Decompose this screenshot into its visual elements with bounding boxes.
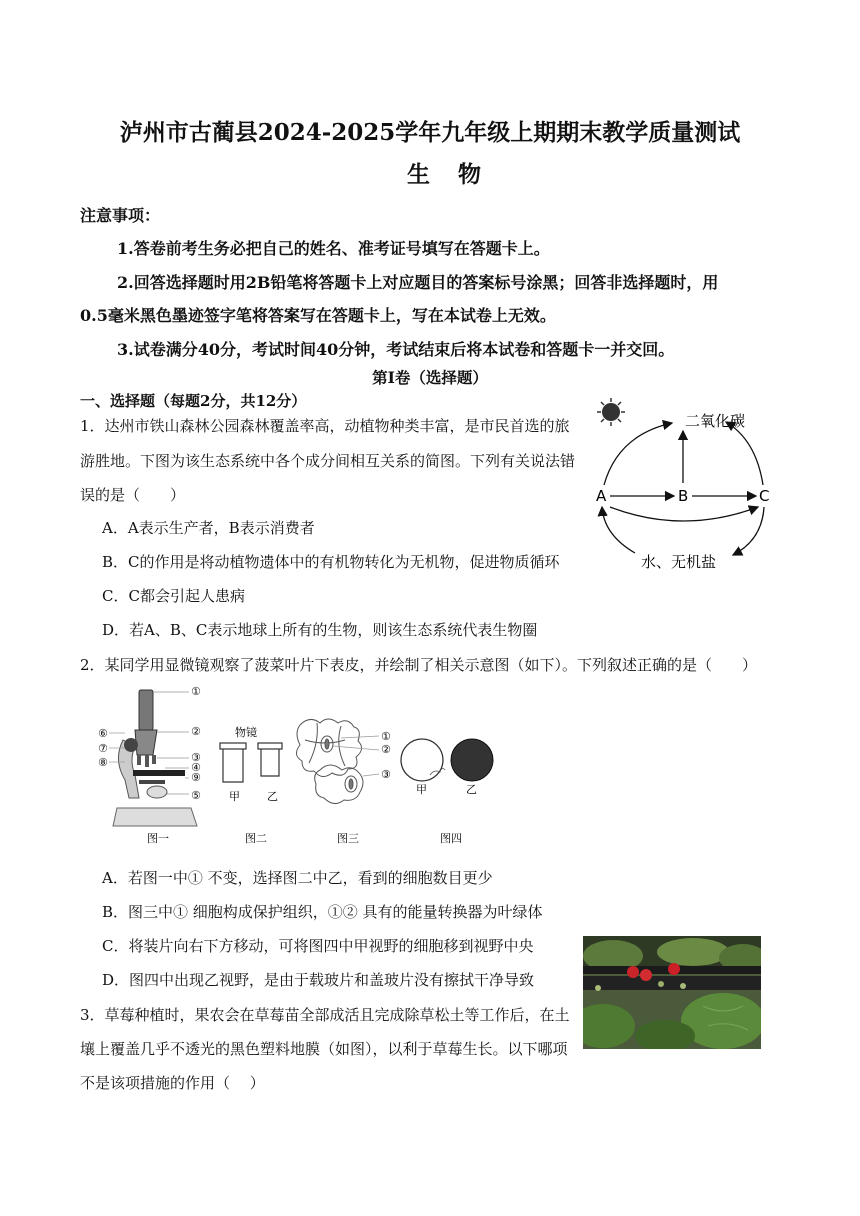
label-7: ⑦ (98, 742, 108, 755)
label-8: ⑧ (98, 756, 108, 769)
q1-stem-line-1: 1．达州市铁山森林公园森林覆盖率高，动植物种类丰富，是市民首选的旅 (80, 417, 570, 435)
caption-fig-2: 图二 (245, 832, 267, 845)
q1-option-d: D．若A、B、C表示地球上所有的生物，则该生态系统代表生物圈 (102, 621, 538, 639)
field-of-view-yi (451, 739, 493, 781)
q2-option-b: B．图三中① 细胞构成保护组织，①② 具有的能量转换器为叶绿体 (102, 903, 543, 921)
caption-fig-1: 图一 (147, 832, 169, 845)
q3-stem-line-2: 壤上覆盖几乎不透光的黑色塑料地膜（如图），以利于草莓生长。以下哪项 (80, 1040, 568, 1058)
label-5: ⑤ (191, 789, 201, 802)
q2-option-a: A．若图一中① 不变，选择图二中乙，看到的细胞数目更少 (102, 869, 493, 887)
q1-option-c: C．C都会引起人患病 (102, 587, 245, 605)
q2-stem: 2．某同学用显微镜观察了菠菜叶片下表皮，并绘制了相关示意图（如下）。下列叙述正确的是（ ） (80, 656, 758, 674)
notice-item-2-line-2: 0.5毫米黑色墨迹签字笔将答案写在答题卡上，写在本试卷上无效。 (80, 306, 556, 325)
label-9: ⑨ (191, 771, 201, 784)
epidermis-cells (296, 719, 363, 804)
fig3-label-2: ② (381, 743, 391, 756)
notice-item-2-line-1: 2.回答选择题时用2B铅笔将答题卡上对应题目的答案标号涂黑；回答非选择题时，用 (117, 273, 719, 292)
notice-item-1: 1.答卷前考生务必把自己的姓名、准考证号填写在答题卡上。 (117, 239, 550, 258)
ecosystem-diagram (588, 395, 788, 575)
water-salt-label: 水、无机盐 (641, 553, 717, 571)
q2-option-d: D．图四中出现乙视野，是由于载玻片和盖玻片没有擦拭干净导致 (102, 971, 535, 989)
q3-stem-line-1: 3．草莓种植时，果农会在草莓苗全部成活且完成除草松土等工作后，在土 (80, 1006, 570, 1024)
label-2: ② (191, 725, 201, 738)
q1-stem-line-3: 误的是（ ） (80, 486, 186, 504)
fig3-label-3: ③ (381, 768, 391, 781)
sun-icon (597, 398, 625, 426)
notice-item-3: 3.试卷满分40分，考试时间40分钟，考试结束后将本试卷和答题卡一并交回。 (117, 340, 675, 359)
microscope-figures (95, 680, 515, 850)
strawberry-photo (583, 936, 761, 1049)
subject-title: 生物 (407, 161, 509, 188)
q1-option-a: A．A表示生产者，B表示消费者 (102, 519, 315, 537)
fig2-yi-label: 乙 (267, 790, 278, 803)
section-heading: 一、选择题（每题2分，共12分） (80, 392, 307, 410)
label-3: ③ (191, 751, 201, 764)
objective-lenses (220, 743, 282, 782)
field-of-view-jia (401, 739, 443, 781)
fig3-label-1: ① (381, 730, 391, 743)
volume-heading: 第Ⅰ卷（选择题） (372, 368, 488, 387)
node-c: C (759, 487, 770, 505)
caption-fig-4: 图四 (440, 832, 462, 845)
q2-option-c: C．将装片向右下方移动，可将图四中甲视野的细胞移到视野中央 (102, 937, 534, 955)
caption-fig-3: 图三 (337, 832, 359, 845)
label-6: ⑥ (98, 727, 108, 740)
q1-stem-line-2: 游胜地。下图为该生态系统中各个成分间相互关系的简图。下列有关说法错 (80, 452, 576, 470)
label-4: ④ (191, 761, 201, 774)
fig4-yi-label: 乙 (466, 783, 477, 796)
q1-option-b: B．C的作用是将动植物遗体中的有机物转化为无机物，促进物质循环 (102, 553, 560, 571)
co2-label: 二氧化碳 (685, 412, 746, 430)
fig4-jia-label: 甲 (416, 783, 427, 796)
node-b: B (678, 487, 689, 505)
q3-stem-line-3: 不是该项措施的作用（ ） (80, 1074, 265, 1092)
fig2-jia-label: 甲 (229, 790, 240, 803)
node-a: A (596, 487, 607, 505)
label-1: ① (191, 685, 201, 698)
notice-heading: 注意事项： (80, 206, 161, 225)
objective-label: 物镜 (235, 726, 257, 739)
page-title: 泸州市古蔺县2024-2025学年九年级上期期末教学质量测试 (119, 119, 741, 146)
